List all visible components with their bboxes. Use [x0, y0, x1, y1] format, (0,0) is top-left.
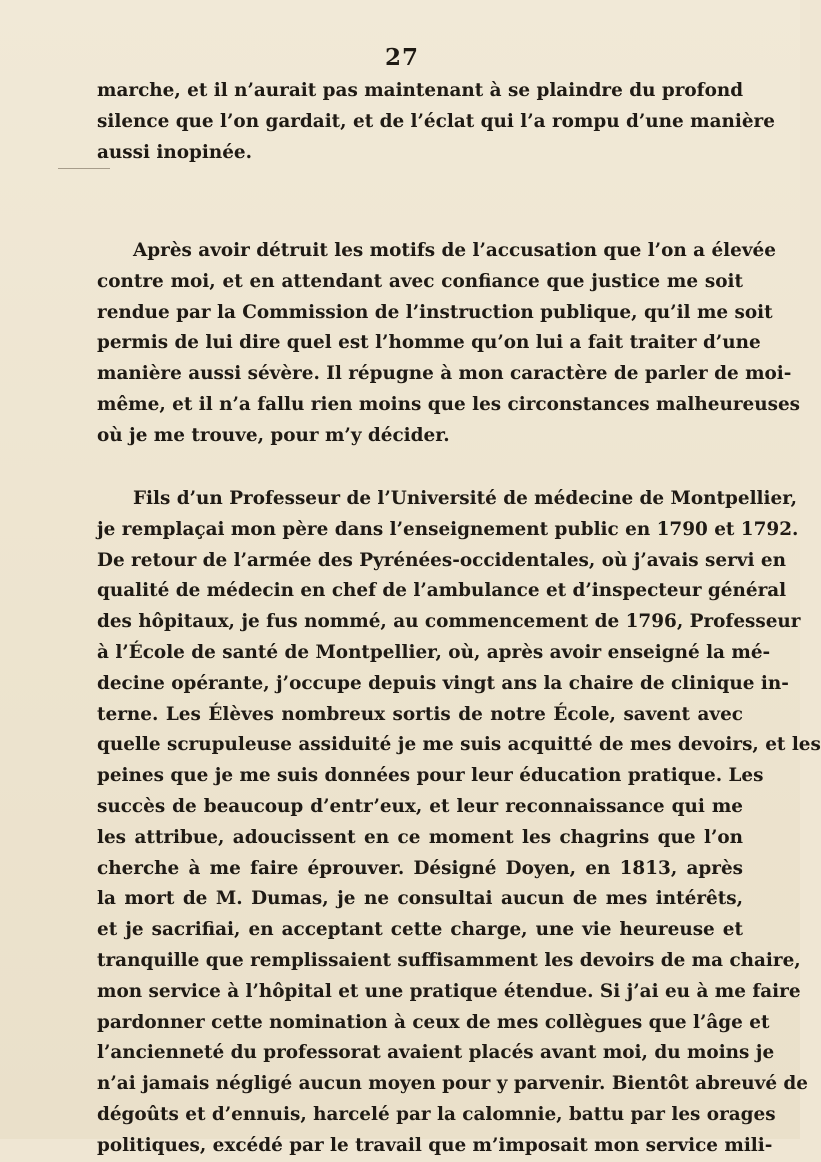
- text-line: qualité de médecin en chef de l’ambulance et d’inspecteur général: [97, 580, 787, 602]
- paragraph-3: [97, 484, 821, 1162]
- text-line: silence que l’on gardait, et de l’éclat qui l’a rompu d’une manière: [97, 110, 775, 132]
- text-line: même, et il n’a fallu rien moins que les circonstances malheureuses: [97, 393, 801, 415]
- text-line: peines que je me suis données pour leur éducation pratique. Les: [97, 765, 764, 787]
- text-line: politiques, excédé par le travail que m’imposait mon service mili-: [97, 1134, 773, 1156]
- page-number: 27: [384, 44, 419, 71]
- text-line: tranquille que remplissaient suffisamment les devoirs de ma chaire,: [97, 949, 801, 971]
- text-line: des hôpitaux, je fus nommé, au commencement de 1796, Professeur: [97, 611, 801, 633]
- text-line: à l’École de santé de Montpellier, où, après avoir enseigné la mé-: [97, 641, 771, 663]
- text-line: marche, et il n’aurait pas maintenant à se plaindre du profond: [97, 80, 744, 101]
- text-line: Après avoir détruit les motifs de l’accusation que l’on a élevée: [133, 240, 776, 261]
- text-line: permis de lui dire quel est l’homme qu’on lui a fait traiter d’une: [97, 332, 761, 354]
- text-line: dégoûts et d’ennuis, harcelé par la calomnie, battu par les orages: [97, 1103, 776, 1125]
- text-line: n’ai jamais négligé aucun moyen pour y parvenir. Bientôt abreuvé de: [97, 1073, 808, 1095]
- text-line: manière aussi sévère. Il répugne à mon caractère de parler de moi-: [97, 363, 792, 385]
- paragraph-1: [97, 76, 775, 168]
- text-line: où je me trouve, pour m’y décider.: [97, 424, 450, 446]
- text-line: cherche à me faire éprouver. Désigné Doyen, en 1813, après: [97, 857, 743, 879]
- text-line: rendue par la Commission de l’instruction publique, qu’il me soit: [97, 301, 773, 323]
- text-line: les attribue, adoucissent en ce moment les chagrins que l’on: [97, 826, 743, 848]
- text-line: succès de beaucoup d’entr’eux, et leur reconnaissance qui me: [97, 795, 743, 817]
- text-line: decine opérante, j’occupe depuis vingt ans la chaire de clinique in-: [97, 672, 789, 694]
- paragraph-2: [97, 236, 801, 452]
- text-line: je remplaçai mon père dans l’enseignement public en 1790 et 1792.: [97, 518, 799, 540]
- text-line: et je sacrifiai, en acceptant cette charge, une vie heureuse et: [97, 919, 743, 941]
- text-line: contre moi, et en attendant avec confiance que justice me soit: [97, 270, 743, 292]
- text-line: De retour de l’armée des Pyrénées-occidentales, où j’avais servi en: [97, 549, 786, 571]
- text-line: l’ancienneté du professorat avaient placés avant moi, du moins je: [97, 1042, 775, 1064]
- text-line: aussi inopinée.: [97, 141, 253, 163]
- text-line: terne. Les Élèves nombreux sortis de notre École, savent avec: [97, 703, 743, 725]
- text-line: la mort de M. Dumas, je ne consultai aucun de mes intérêts,: [97, 888, 743, 910]
- text-line: Fils d’un Professeur de l’Université de médecine de Montpellier,: [133, 488, 797, 509]
- text-line: pardonner cette nomination à ceux de mes collègues que l’âge et: [97, 1011, 770, 1033]
- text-line: mon service à l’hôpital et une pratique étendue. Si j’ai eu à me faire: [97, 980, 801, 1002]
- text-line: quelle scrupuleuse assiduité je me suis acquitté de mes devoirs, et les: [97, 734, 821, 756]
